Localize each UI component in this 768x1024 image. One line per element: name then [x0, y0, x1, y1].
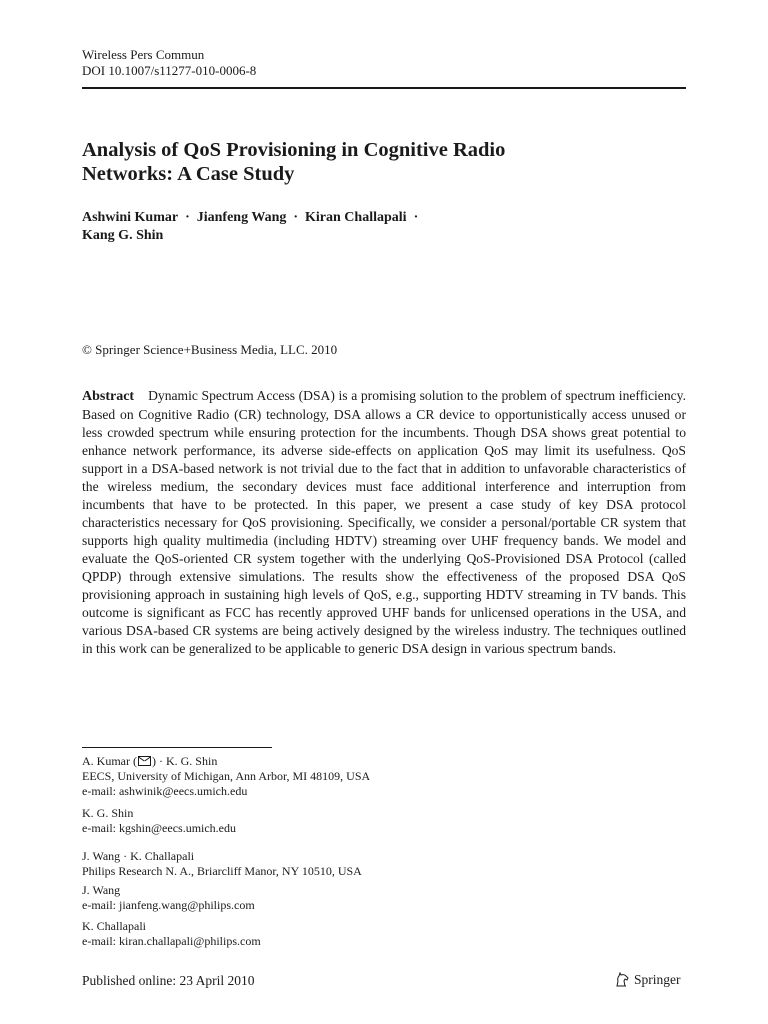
author-separator: ·: [185, 210, 190, 225]
affiliation-block: [82, 754, 370, 799]
affiliation-email: e-mail: kgshin@eecs.umich.edu: [82, 821, 237, 835]
affiliation-names: ) · K. G. Shin: [151, 754, 218, 768]
affiliation-email: e-mail: ashwinik@eecs.umich.edu: [82, 784, 248, 798]
published-date: Published online: 23 April 2010: [82, 973, 255, 988]
affiliation-names: A. Kumar (: [82, 754, 137, 768]
title-line-2: Networks: A Case Study: [82, 163, 295, 185]
affiliation-address: EECS, University of Michigan, Ann Arbor, MI 48109, USA: [82, 769, 371, 783]
abstract-label: Abstract: [82, 389, 135, 404]
affiliation-names: J. Wang: [82, 883, 121, 897]
title-line-1: Analysis of QoS Provisioning in Cognitive Radio: [82, 139, 506, 161]
header-rule: [82, 87, 686, 89]
author-name: Kang G. Shin: [82, 228, 164, 243]
paper-title: [82, 138, 642, 186]
author-name: Jianfeng Wang: [196, 210, 287, 225]
affiliation-email: e-mail: kiran.challapali@philips.com: [82, 934, 261, 948]
abstract-text: Dynamic Spectrum Access (DSA) is a promising solution to the problem of spectrum inefficiency. Based on Cognitive Radio (CR) technology, DSA allows a CR device to opportunistically access unused or less crowded spectrum while ensuring protection for the incumbents. Though DSA shows great potential to enhance network performance, its adverse side-effects on application QoS may limit its usefulness. QoS support in a DSA-based network is not trivial due to the fact that in addition to unfavorable characteristics of the wireless medium, the secondary devices must face additional interference and interruption from incumbents that have to be protected. In this paper, we present a case study of key DSA protocol characteristics necessary for QoS provisioning. Specifically, we consider a personal/portable CR system that supports high quality multimedia (including HDTV) streaming over UHF frequency bands. We model and evaluate the QoS-oriented CR system together with the underlying QoS-Provisioned DSA Protocol (called QPDP) through extensive simulations. The results show the effectiveness of the proposed DSA QoS provisioning approach in sustaining high levels of QoS, e.g., supporting HDTV streaming in TV bands. This outcome is significant as FCC has recently approved UHF bands for unlicensed operations in the USA, and various DSA-based CR systems are being actively designed by the wireless industry. The techniques outlined in this work can be generalized to be applicable to generic DSA design in various spectrum bands.: [82, 388, 686, 656]
affiliation-block: [82, 849, 362, 879]
affiliation-names: J. Wang · K. Challapali: [82, 849, 195, 863]
author-list: [82, 209, 642, 245]
affiliation-address: Philips Research N. A., Briarcliff Manor, NY 10510, USA: [82, 864, 362, 878]
publisher-name: Springer: [634, 972, 681, 987]
affiliation-names: K. Challapali: [82, 919, 146, 933]
author-name: Ashwini Kumar: [82, 210, 179, 225]
doi: DOI 10.1007/s11277-010-0006-8: [82, 63, 257, 78]
author-separator: ·: [413, 210, 419, 225]
journal-name: Wireless Pers Commun: [82, 47, 205, 62]
affiliation-email: e-mail: jianfeng.wang@philips.com: [82, 898, 255, 912]
author-separator: ·: [293, 210, 299, 225]
abstract: [82, 387, 686, 658]
springer-horse-icon: [614, 972, 630, 988]
envelope-icon: [138, 756, 151, 766]
author-name: Kiran Challapali: [305, 210, 407, 225]
journal-header: [82, 47, 256, 79]
affiliation-block: [82, 919, 261, 949]
copyright-notice: © Springer Science+Business Media, LLC. 2010: [82, 342, 338, 357]
affiliation-block: [82, 883, 255, 913]
affiliation-block: [82, 806, 236, 836]
footnote-rule: [82, 747, 272, 748]
affiliation-names: K. G. Shin: [82, 806, 134, 820]
publisher-logo: [614, 972, 681, 988]
